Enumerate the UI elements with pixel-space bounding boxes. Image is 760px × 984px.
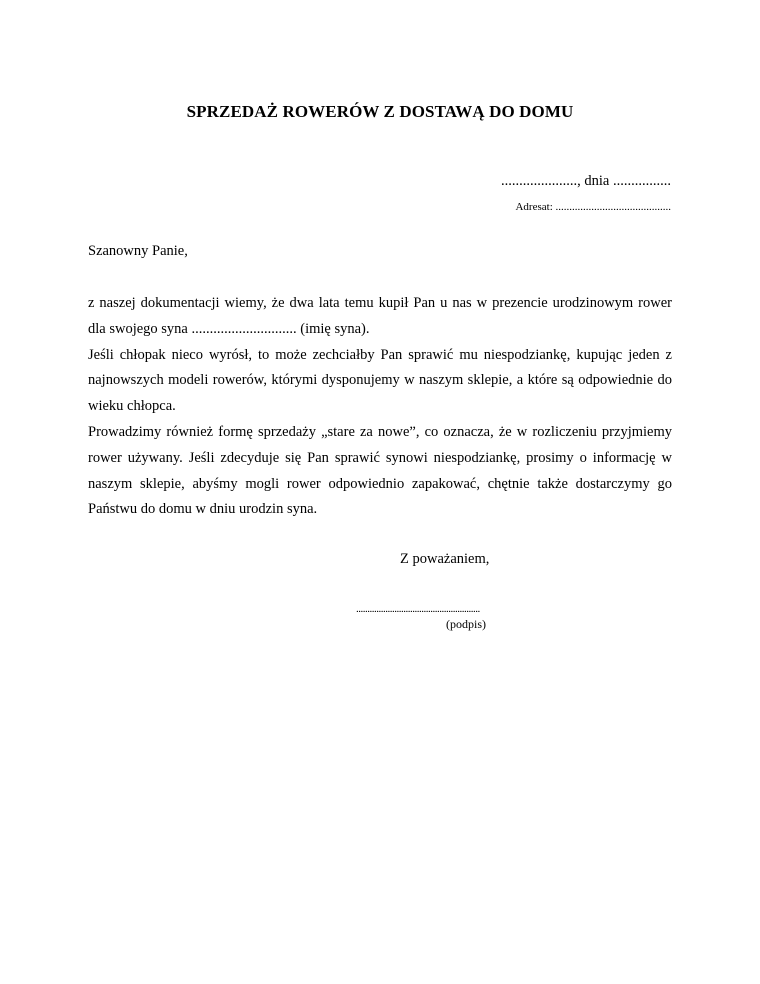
body-paragraph-2: Jeśli chłopak nieco wyrósł, to może zechciałby Pan sprawić mu niespodziankę, kupując jeden z najnowszych modeli rowerów, którymi dysponujemy w naszym sklepie, a które są odpowiednie do wieku chłopca. xyxy=(88,346,672,415)
salutation: Szanowny Panie, xyxy=(88,243,188,259)
body-paragraph-3: Prowadzimy również formę sprzedaży „stare za nowe”, co oznacza, że w rozliczeniu przyjmiemy rower używany. Jeśli zdecyduje się Pan sprawić synowi niespodziankę, prosimy o informację w naszym sklepie, abyśmy mogli rower odpowiednio zapakować, chętnie także dostarczymy go Państwu do domu w dniu urodzin syna. xyxy=(88,423,672,518)
place-date-line: ....................., dnia ................ xyxy=(501,173,671,189)
addressee-line: Adresat: .......................................... xyxy=(515,201,671,213)
letter-body xyxy=(88,291,672,523)
document-title: SPRZEDAŻ ROWERÓW Z DOSTAWĄ DO DOMU xyxy=(186,102,574,121)
closing-phrase: Z poważaniem, xyxy=(400,551,490,567)
signature-line: ....................................................... xyxy=(356,603,480,615)
body-paragraph-1: z naszej dokumentacji wiemy, że dwa lata temu kupił Pan u nas w prezencie urodzinowym rower dla swojego syna ............................. (imię syna). xyxy=(88,295,672,337)
signature-label: (podpis) xyxy=(446,617,486,631)
